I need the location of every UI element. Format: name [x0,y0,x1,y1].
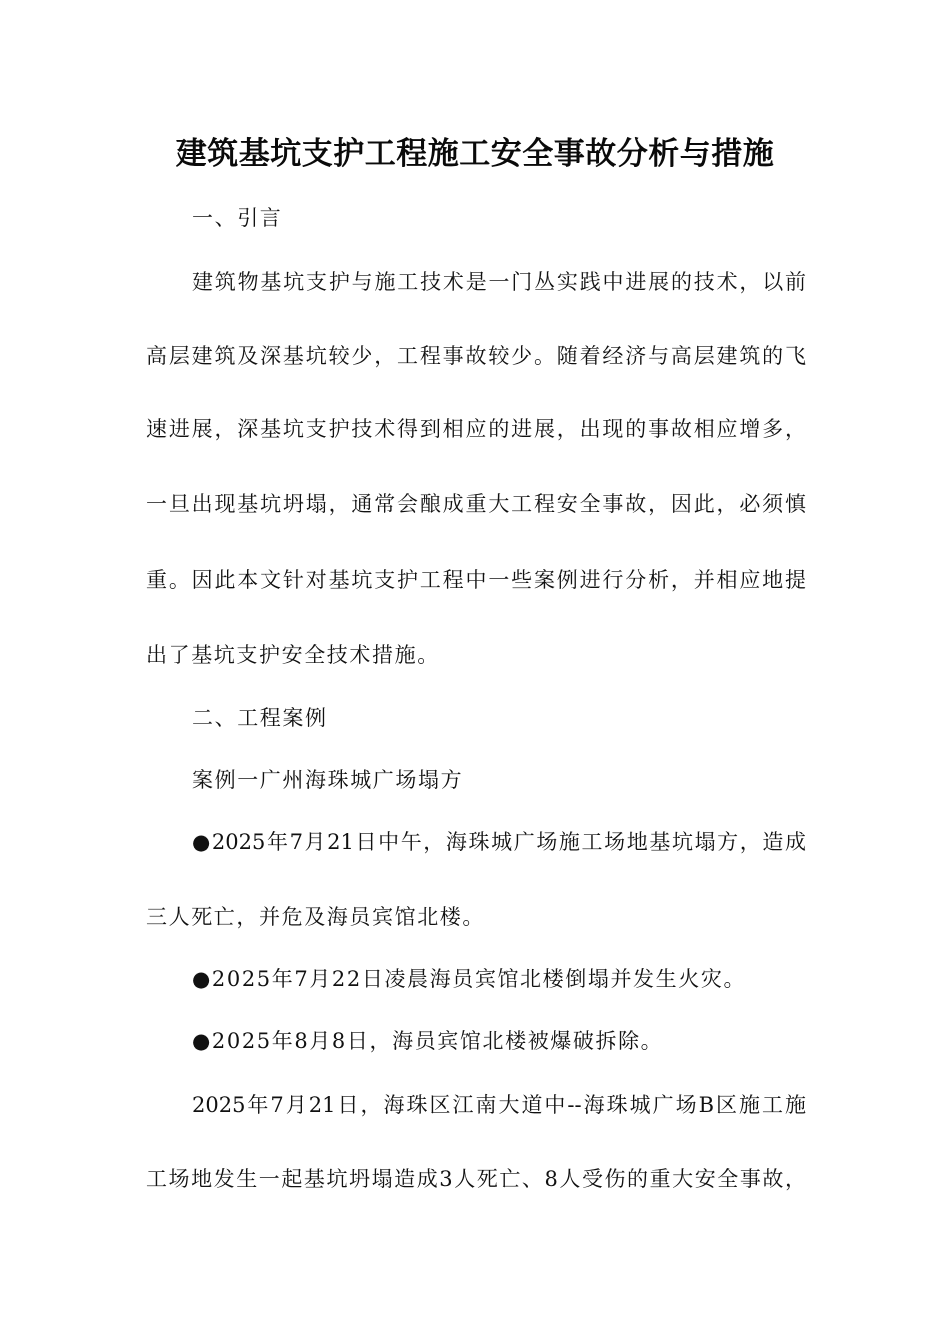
paragraph-line: 高层建筑及深基坑较少，工程事故较少。随着经济与高层建筑的飞 [146,344,806,368]
paragraph-line: 一旦出现基坑坍塌，通常会酿成重大工程安全事故，因此，必须慎 [146,492,806,516]
paragraph-line: 出了基坑支护安全技术措施。 [146,643,440,667]
section-heading-cases: 二、工程案例 [192,706,328,730]
paragraph-line: 重。因此本文针对基坑支护工程中一些案例进行分析，并相应地提 [146,568,806,592]
document-title: 建筑基坑支护工程施工安全事故分析与措施 [175,136,775,172]
case-heading: 案例一广州海珠城广场塌方 [192,768,464,792]
paragraph-line: 建筑物基坑支护与施工技术是一门丛实践中进展的技术，以前 [192,270,806,294]
paragraph-line: 工场地发生一起基坑坍塌造成3人死亡、8人受伤的重大安全事故， [146,1167,806,1191]
bullet-item-line: ●2025年7月21日中午，海珠城广场施工场地基坑塌方，造成 [192,830,806,854]
paragraph-line: 速进展，深基坑支护技术得到相应的进展，出现的事故相应增多， [146,417,806,441]
paragraph-line: 2025年7月21日，海珠区江南大道中--海珠城广场B区施工施 [192,1093,806,1117]
bullet-item-line: 三人死亡，并危及海员宾馆北楼。 [146,905,485,929]
bullet-item: ●2025年8月8日，海员宾馆北楼被爆破拆除。 [192,1029,664,1053]
section-heading-introduction: 一、引言 [192,206,283,230]
bullet-item: ●2025年7月22日凌晨海员宾馆北楼倒塌并发生火灾。 [192,967,747,991]
